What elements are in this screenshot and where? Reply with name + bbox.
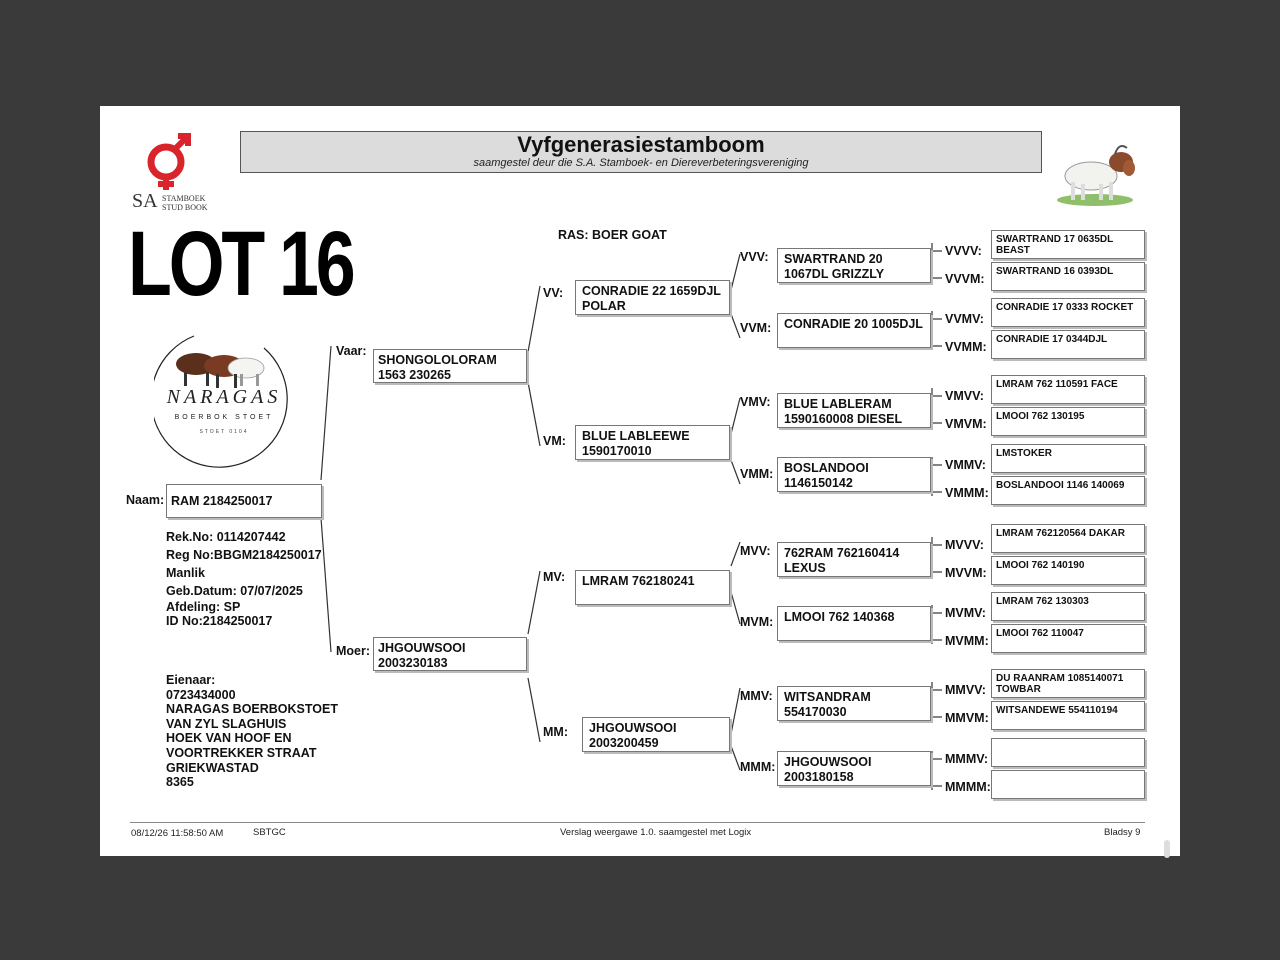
naragas-tagline: BOERBOK STOET bbox=[174, 414, 274, 421]
gen4-label: VVMM: bbox=[945, 340, 987, 354]
connector-sire-vm bbox=[528, 382, 540, 446]
gen4-line1: CONRADIE 17 0344DJL bbox=[996, 334, 1108, 345]
gen4-line1: CONRADIE 17 0333 ROCKET bbox=[996, 302, 1134, 313]
gen2-box bbox=[575, 280, 730, 315]
gen4-label: VVMV: bbox=[945, 312, 984, 326]
gen3-box bbox=[777, 313, 931, 348]
pedigree-page bbox=[100, 106, 1180, 856]
gen2-line2: POLAR bbox=[582, 299, 626, 313]
gen4-label: VMVV: bbox=[945, 389, 984, 403]
gen4-box bbox=[991, 375, 1145, 404]
gen3-label: MMM: bbox=[740, 760, 776, 774]
gen3-line1: JHGOUWSOOI bbox=[784, 755, 872, 769]
gen4-box bbox=[991, 444, 1145, 473]
gen3-line1: WITSANDRAM bbox=[784, 690, 871, 704]
gen2-label: MM: bbox=[543, 725, 568, 739]
connector-animal-sire bbox=[321, 346, 331, 480]
sire-line2: 1563 230265 bbox=[378, 368, 451, 382]
connector-dam-mm bbox=[528, 678, 540, 742]
gen2-label: MV: bbox=[543, 570, 566, 584]
gen4-box bbox=[991, 556, 1145, 585]
gen4-box bbox=[991, 624, 1145, 653]
gen4-label: VVVV: bbox=[945, 244, 982, 258]
gen3-label: VVM: bbox=[740, 321, 772, 335]
gen3-line1: CONRADIE 20 1005DJL bbox=[784, 317, 923, 331]
gen4-label: VMMV: bbox=[945, 458, 986, 472]
gen2-line1: CONRADIE 22 1659DJL bbox=[582, 284, 721, 298]
gen2-line1: LMRAM 762180241 bbox=[582, 574, 695, 588]
owner-line: VOORTREKKER STRAAT bbox=[166, 745, 317, 760]
scrollbar-thumb[interactable] bbox=[1164, 840, 1170, 858]
gen3-box bbox=[777, 542, 931, 577]
gen3-line2: 1590160008 DIESEL bbox=[784, 412, 903, 426]
owner-line: 8365 bbox=[166, 775, 194, 790]
gen2-label: VM: bbox=[543, 434, 566, 448]
gen4-label: MVVV: bbox=[945, 538, 984, 552]
gen4-box bbox=[991, 701, 1145, 730]
gen3-label: MVM: bbox=[740, 615, 774, 629]
owner-label: Eienaar: bbox=[166, 673, 216, 687]
gen4-box bbox=[991, 476, 1145, 505]
gen3-line1: SWARTRAND 20 bbox=[784, 252, 883, 266]
sire-line1: SHONGOLOLORAM bbox=[378, 353, 497, 367]
gen3-line2: 554170030 bbox=[784, 705, 847, 719]
footer-datetime: 08/12/26 11:58:50 AM bbox=[131, 828, 224, 839]
connector-dam-mv bbox=[528, 571, 540, 634]
gen4-box bbox=[991, 524, 1145, 553]
gen3-label: MMV: bbox=[740, 689, 773, 703]
gen4-box bbox=[991, 669, 1145, 698]
gen4-line2: BEAST bbox=[996, 245, 1030, 256]
footer-page: Bladsy 9 bbox=[1104, 827, 1141, 838]
sire-label: Vaar: bbox=[336, 344, 367, 358]
sire-box bbox=[373, 349, 527, 383]
gen3-line2: LEXUS bbox=[784, 561, 826, 575]
gen3-line2: 1067DL GRIZZLY bbox=[784, 267, 885, 281]
gen3-line1: BOSLANDOOI bbox=[784, 461, 869, 475]
gen2-box bbox=[582, 717, 730, 752]
animal-birth: Geb.Datum: 07/07/2025 bbox=[166, 584, 303, 598]
gen4-line1: LMRAM 762120564 DAKAR bbox=[996, 528, 1125, 539]
owner-line: 0723434000 bbox=[166, 687, 236, 702]
naragas-small: STOET 0104 bbox=[199, 429, 249, 435]
lot-title: LOT 16 bbox=[128, 213, 353, 315]
gen4-box bbox=[991, 298, 1145, 327]
gen4-line1: SWARTRAND 16 0393DL bbox=[996, 266, 1114, 277]
gen4-line1: WITSANDEWE 554110194 bbox=[996, 705, 1118, 716]
gen2-line2: 1590170010 bbox=[582, 444, 652, 458]
gen3-box bbox=[777, 751, 931, 786]
gen3-label: VMV: bbox=[740, 395, 771, 409]
page-title: Vyfgenerasiestamboom bbox=[517, 132, 765, 157]
gen4-label: MMMM: bbox=[945, 780, 991, 794]
animal-name: RAM 2184250017 bbox=[171, 494, 273, 508]
owner-line: HOEK VAN HOOF EN bbox=[166, 731, 292, 746]
owner-line: NARAGAS BOERBOKSTOET bbox=[166, 702, 339, 717]
animal-label: Naam: bbox=[126, 493, 165, 507]
gen4-box bbox=[991, 770, 1145, 799]
gen4-line1: LMSTOKER bbox=[996, 448, 1052, 459]
gen3-box bbox=[777, 686, 931, 721]
logo-sa: SA bbox=[132, 190, 158, 212]
connector-animal-dam bbox=[321, 518, 331, 652]
gen2-line1: BLUE LABLEEWE bbox=[582, 429, 690, 443]
gen3-line1: LMOOI 762 140368 bbox=[784, 610, 895, 624]
gen4-label: MVVM: bbox=[945, 566, 987, 580]
gen2-box bbox=[575, 425, 730, 460]
gen4-line1: LMRAM 762 110591 FACE bbox=[996, 379, 1118, 390]
animal-details bbox=[166, 528, 322, 628]
gen4-label: MMVM: bbox=[945, 711, 989, 725]
gen4-line2: TOWBAR bbox=[996, 684, 1041, 695]
animal-sex: Manlik bbox=[166, 566, 205, 580]
gen3-line2: 2003180158 bbox=[784, 770, 854, 784]
dam-label: Moer: bbox=[336, 644, 371, 658]
gen4-box bbox=[991, 738, 1145, 767]
dam-box bbox=[373, 637, 527, 671]
gen4-line1: LMOOI 762 130195 bbox=[996, 411, 1085, 422]
gen2-line1: JHGOUWSOOI bbox=[589, 721, 677, 735]
logo-line1: STAMBOEK bbox=[162, 194, 206, 203]
animal-name-box bbox=[166, 484, 322, 518]
gen4-line1: SWARTRAND 17 0635DL bbox=[996, 234, 1114, 245]
gen4-label: VVVM: bbox=[945, 272, 985, 286]
naragas-name: NARAGAS bbox=[166, 386, 282, 408]
gen4-label: MVMM: bbox=[945, 634, 989, 648]
gen3-line1: 762RAM 762160414 bbox=[784, 546, 900, 560]
owner-details bbox=[166, 673, 338, 790]
gen4-box bbox=[991, 330, 1145, 359]
gen4-line1: DU RAANRAM 1085140071 bbox=[996, 673, 1124, 684]
owner-line: VAN ZYL SLAGHUIS bbox=[166, 716, 287, 731]
gen4-line1: BOSLANDOOI 1146 140069 bbox=[996, 480, 1125, 491]
page-subtitle: saamgestel deur die S.A. Stamboek- en Diereverbeteringsvereniging bbox=[473, 157, 809, 169]
gen2-box bbox=[575, 570, 730, 605]
gen4-box bbox=[991, 592, 1145, 621]
owner-line: GRIEKWASTAD bbox=[166, 760, 259, 775]
gen3-label: VMM: bbox=[740, 467, 774, 481]
gen4-label: MMMV: bbox=[945, 752, 989, 766]
gen3-label: MVV: bbox=[740, 544, 771, 558]
gen2-label: VV: bbox=[543, 286, 564, 300]
footer-rule bbox=[130, 822, 1145, 823]
gen4-label: MMVV: bbox=[945, 683, 986, 697]
gen3-box bbox=[777, 457, 931, 492]
animal-rek: Rek.No: 0114207442 bbox=[166, 530, 286, 544]
gen4-line1: LMOOI 762 140190 bbox=[996, 560, 1085, 571]
gen3-box bbox=[777, 393, 931, 428]
gen3-line1: BLUE LABLERAM bbox=[784, 397, 892, 411]
breed-label: RAS: BOER GOAT bbox=[558, 228, 667, 242]
gen3-label: VVV: bbox=[740, 250, 769, 264]
gen2-line2: 2003200459 bbox=[589, 736, 659, 750]
gen3-box bbox=[777, 248, 931, 283]
footer-code: SBTGC bbox=[253, 827, 286, 838]
gen4-label: MVMV: bbox=[945, 606, 986, 620]
gen4-box bbox=[991, 230, 1145, 259]
dam-line2: 2003230183 bbox=[378, 656, 448, 670]
animal-id: ID No:2184250017 bbox=[166, 614, 273, 628]
dam-line1: JHGOUWSOOI bbox=[378, 641, 466, 655]
gen4-line1: LMRAM 762 130303 bbox=[996, 596, 1089, 607]
footer-version: Verslag weergawe 1.0. saamgestel met Logix bbox=[560, 827, 752, 838]
gen3-box bbox=[777, 606, 931, 641]
gen4-box bbox=[991, 407, 1145, 436]
animal-reg: Reg No:BBGM2184250017 bbox=[166, 548, 322, 562]
gen4-line1: LMOOI 762 110047 bbox=[996, 628, 1084, 639]
gen4-label: VMVM: bbox=[945, 417, 987, 431]
gen4-label: VMMM: bbox=[945, 486, 989, 500]
gen3-line2: 1146150142 bbox=[784, 476, 853, 490]
gen4-box bbox=[991, 262, 1145, 291]
logo-line2: STUD BOOK bbox=[162, 203, 208, 212]
animal-afdeling: Afdeling: SP bbox=[166, 600, 241, 614]
connector-sire-vv bbox=[528, 286, 540, 352]
